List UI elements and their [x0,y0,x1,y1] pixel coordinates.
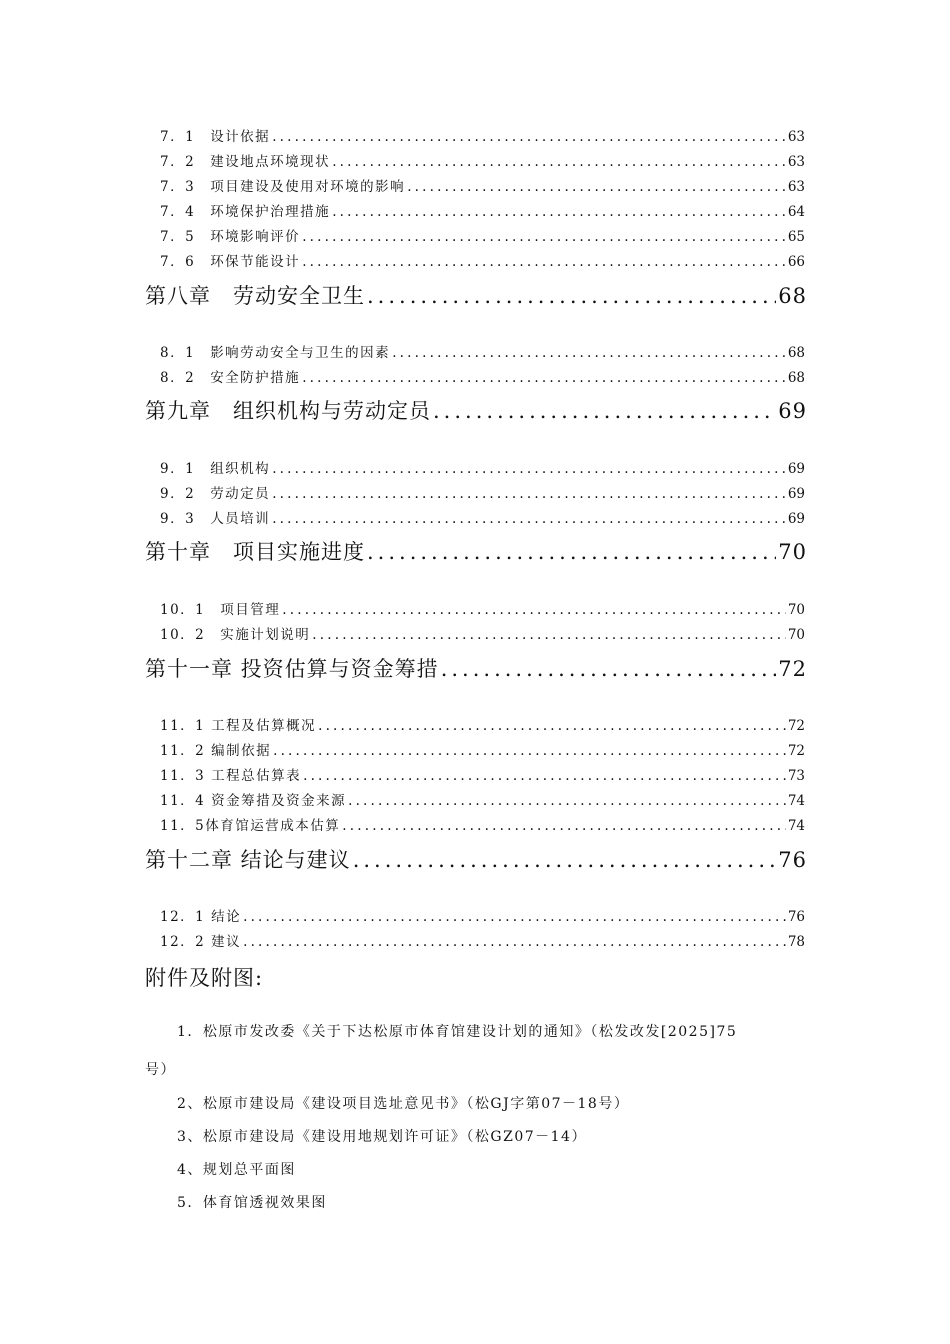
section-title: 编制依据 [211,743,272,759]
page-number: 72 [787,743,805,759]
section-number: 7．2 [160,154,196,170]
page-number: 70 [778,540,807,564]
page-number: 68 [778,284,807,308]
section-title: 项目建设及使用对环境的影响 [210,179,406,195]
toc-entry-9-3[interactable] [160,510,805,528]
section-number: 11．1 [160,718,206,734]
page-number: 73 [787,768,805,784]
attachment-item-4: 4、规划总平面图 [177,1162,296,1178]
leader-dots [441,655,777,683]
page-number: 65 [787,229,805,245]
leader-dots [302,369,786,387]
toc-chapter-12[interactable] [145,846,807,874]
leader-dots [392,344,786,362]
chapter-title: 第十二章 结论与建议 [145,848,351,872]
attachment-item-5: 5．体育馆透视效果图 [177,1195,327,1211]
leader-dots [353,846,777,874]
section-number: 12．1 [160,909,206,925]
leader-dots [367,282,776,310]
chapter-title: 第十一章 投资估算与资金筹措 [145,657,439,681]
toc-entry-8-1[interactable] [160,344,805,362]
chapter-title: 第八章 劳动安全卫生 [145,284,365,308]
attachments-heading: 附件及附图: [145,966,264,990]
toc-chapter-11[interactable] [145,655,807,683]
page-number: 72 [778,657,807,681]
chapter-title: 第九章 组织机构与劳动定员 [145,399,431,423]
toc-chapter-10[interactable] [145,538,807,566]
toc-entry-7-2[interactable] [160,153,805,171]
section-title: 实施计划说明 [220,627,311,643]
toc-entry-7-3[interactable] [160,178,805,196]
section-title: 资金筹措及资金来源 [211,793,347,809]
section-number: 11．2 [160,743,206,759]
page-number: 78 [787,934,805,950]
leader-dots [433,397,776,425]
leader-dots [273,742,786,760]
page-number: 74 [787,818,805,834]
section-number: 7．5 [160,229,196,245]
section-number: 11．5 [160,818,206,834]
section-number: 7．6 [160,254,196,270]
toc-chapter-9[interactable] [145,397,807,425]
toc-entry-7-1[interactable] [160,128,805,146]
section-number: 9．1 [160,461,196,477]
leader-dots [342,817,786,835]
page-number: 76 [778,848,807,872]
section-title: 项目管理 [220,602,281,618]
toc-entry-7-4[interactable] [160,203,805,221]
section-title: 设计依据 [210,129,271,145]
toc-entry-11-4[interactable] [160,792,805,810]
toc-entry-10-1[interactable] [160,601,805,619]
section-title: 环境影响评价 [210,229,301,245]
section-title: 劳动定员 [210,486,271,502]
toc-entry-11-1[interactable] [160,717,805,735]
toc-entry-12-1[interactable] [160,908,805,926]
leader-dots [407,178,786,196]
toc-entry-8-2[interactable] [160,369,805,387]
section-number: 12．2 [160,934,206,950]
page-number: 63 [787,154,805,170]
section-number: 7．1 [160,129,196,145]
leader-dots [332,203,786,221]
leader-dots [332,153,786,171]
page-number: 69 [787,511,805,527]
section-title: 安全防护措施 [210,370,301,386]
toc-entry-7-6[interactable] [160,253,805,271]
leader-dots [272,460,786,478]
toc-entry-10-2[interactable] [160,626,805,644]
page-number: 74 [787,793,805,809]
page-number: 68 [787,370,805,386]
section-title: 结论 [211,909,242,925]
section-number: 10．2 [160,627,206,643]
leader-dots [303,767,786,785]
leader-dots [302,253,786,271]
leader-dots [282,601,786,619]
toc-entry-9-2[interactable] [160,485,805,503]
page-number: 69 [787,486,805,502]
section-title: 组织机构 [210,461,271,477]
toc-entry-11-2[interactable] [160,742,805,760]
section-title: 体育馆运营成本估算 [205,818,341,834]
section-title: 环境保护治理措施 [210,204,331,220]
attachment-item-3: 3、松原市建设局《建设用地规划许可证》（松GZ07－14） [177,1129,587,1145]
section-title: 人员培训 [210,511,271,527]
leader-dots [272,485,786,503]
section-number: 10．1 [160,602,206,618]
leader-dots [348,792,786,810]
section-number: 8．2 [160,370,196,386]
leader-dots [312,626,786,644]
attachment-item-2: 2、松原市建设局《建设项目选址意见书》（松GJ字第07－18号） [177,1096,630,1112]
section-number: 9．3 [160,511,196,527]
section-number: 8．1 [160,345,196,361]
toc-chapter-8[interactable] [145,282,807,310]
leader-dots [243,933,786,951]
leader-dots [318,717,786,735]
toc-entry-9-1[interactable] [160,460,805,478]
page-number: 69 [778,399,807,423]
page-number: 70 [787,602,805,618]
page-number: 66 [787,254,805,270]
toc-entry-12-2[interactable] [160,933,805,951]
section-title: 影响劳动安全与卫生的因素 [210,345,391,361]
section-title: 工程总估算表 [211,768,302,784]
toc-entry-11-5[interactable] [160,817,805,835]
page-number: 76 [787,909,805,925]
leader-dots [243,908,786,926]
section-title: 建议 [211,934,242,950]
page-number: 64 [787,204,805,220]
page-number: 63 [787,179,805,195]
section-title: 工程及估算概况 [211,718,317,734]
attachment-item-1: 1．松原市发改委《关于下达松原市体育馆建设计划的通知》（松发改发[2025]75 [177,1024,738,1040]
leader-dots [367,538,776,566]
section-title: 建设地点环境现状 [210,154,331,170]
section-title: 环保节能设计 [210,254,301,270]
page-number: 70 [787,627,805,643]
leader-dots [272,128,786,146]
toc-entry-7-5[interactable] [160,228,805,246]
page-number: 72 [787,718,805,734]
page-number: 63 [787,129,805,145]
section-number: 7．3 [160,179,196,195]
leader-dots [272,510,786,528]
toc-entry-11-3[interactable] [160,767,805,785]
leader-dots [302,228,786,246]
section-number: 7．4 [160,204,196,220]
chapter-title: 第十章 项目实施进度 [145,540,365,564]
section-number: 11．3 [160,768,206,784]
section-number: 9．2 [160,486,196,502]
page-number: 68 [787,345,805,361]
page-number: 69 [787,461,805,477]
attachment-item-1-continued: 号） [145,1062,176,1078]
section-number: 11．4 [160,793,206,809]
